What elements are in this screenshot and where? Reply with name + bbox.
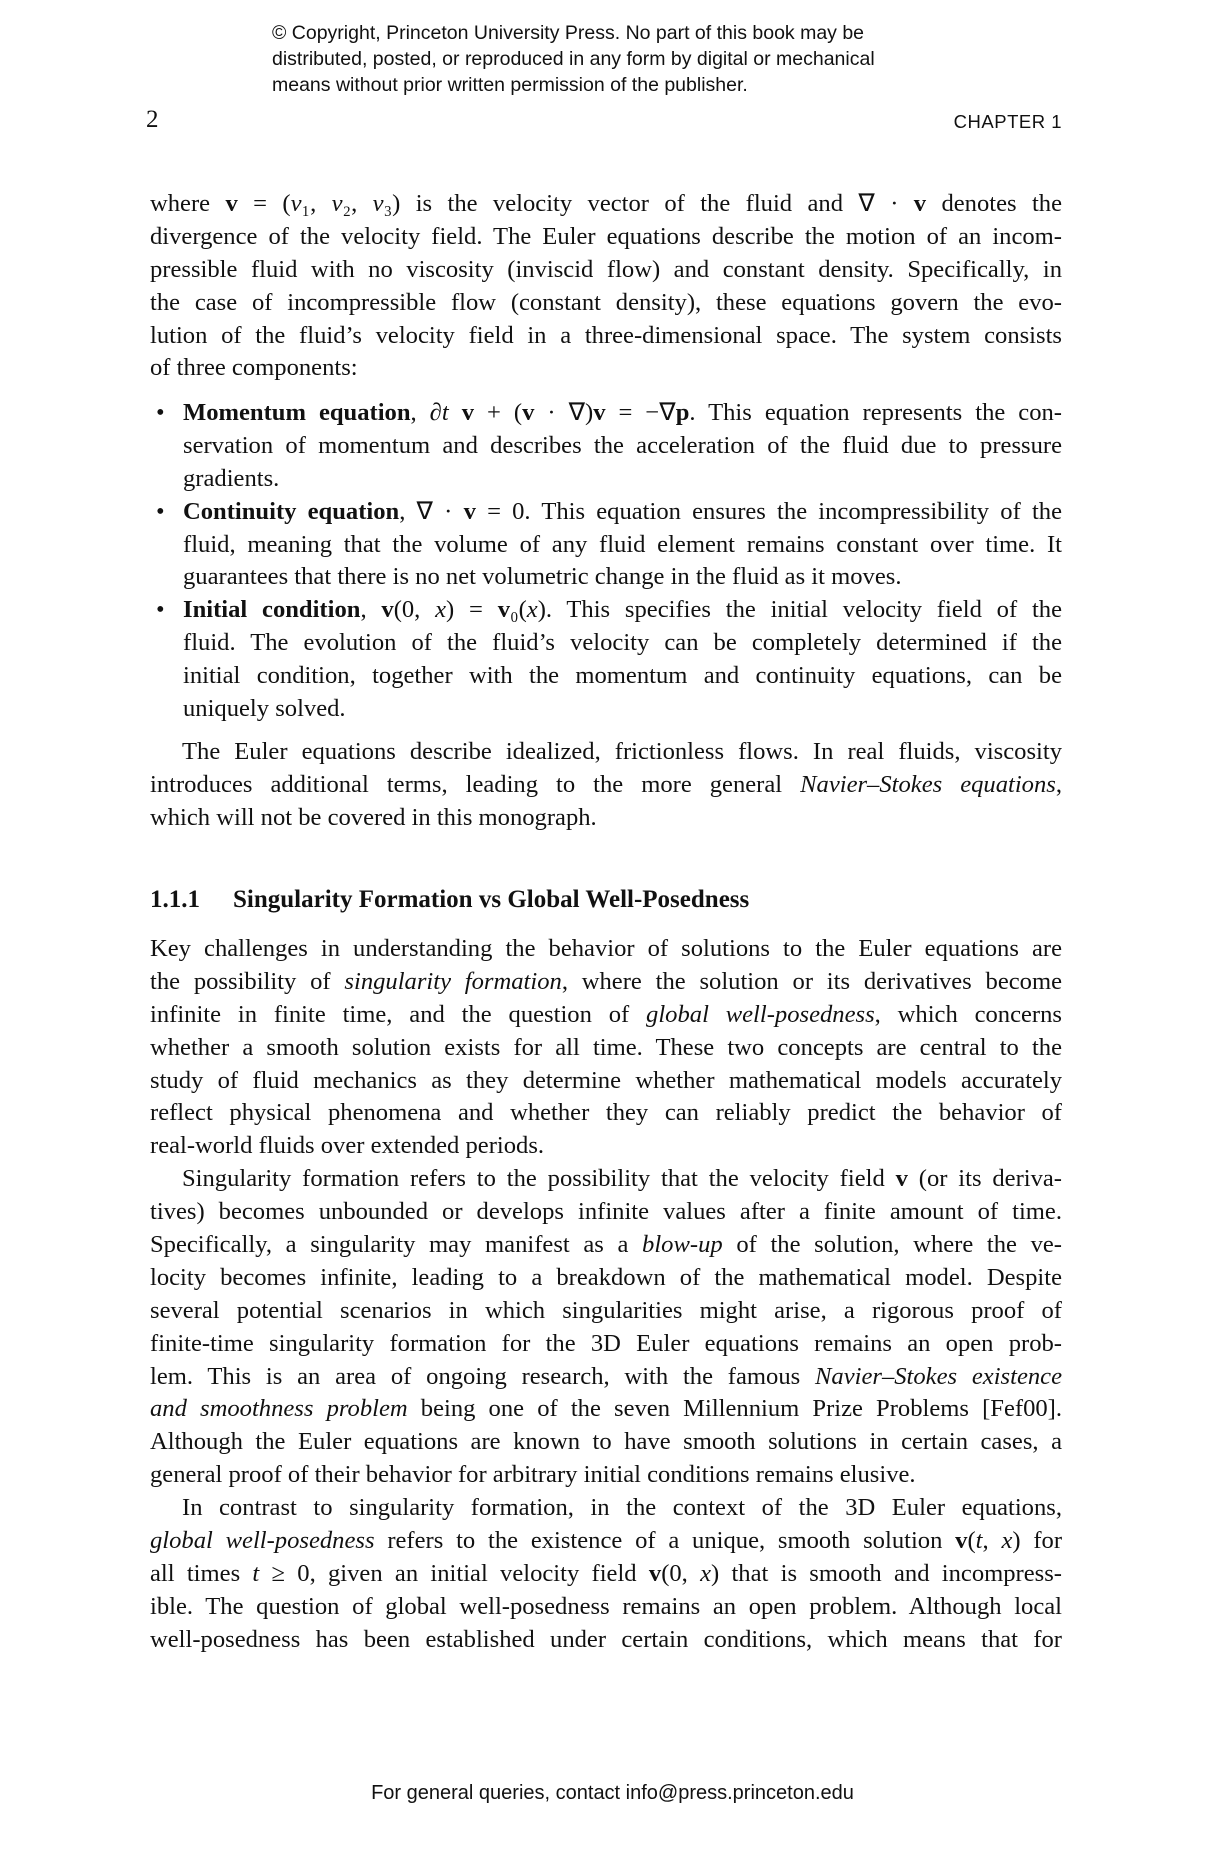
text-line bbox=[150, 966, 1062, 999]
italic-text: t bbox=[252, 1559, 260, 1587]
italic-text: Navier–Stokes existence bbox=[815, 1362, 1062, 1390]
text-run: study of fluid mechanics as they determine whether mathematical models accurately bbox=[150, 1066, 1062, 1094]
text-line bbox=[150, 769, 1062, 802]
text-run: (or its deriva- bbox=[907, 1165, 1062, 1193]
text-run: where bbox=[150, 190, 226, 217]
bullet-item-initial-condition bbox=[150, 594, 1062, 726]
intro-paragraph bbox=[150, 188, 1062, 385]
text-line bbox=[150, 1163, 1062, 1196]
text-line bbox=[150, 254, 1062, 287]
text-line bbox=[183, 430, 1062, 463]
text-line bbox=[183, 693, 1062, 726]
bold-text: v bbox=[225, 190, 238, 217]
bold-text: v bbox=[895, 1165, 908, 1193]
text-run: , ∇ · bbox=[399, 497, 464, 525]
text-run: finite-time singularity formation for the 3D Euler equations remains an open prob- bbox=[150, 1329, 1062, 1357]
text-run: fluid. The evolution of the fluid’s velocity can be completely determined if the bbox=[183, 629, 1062, 657]
text-line bbox=[150, 221, 1062, 254]
text-line bbox=[150, 1229, 1062, 1262]
text-run: reflect physical phenomena and whether they can reliably predict the behavior of bbox=[150, 1099, 1062, 1127]
text-run: servation of momentum and describes the acceleration of the fluid due to pressure bbox=[183, 431, 1062, 459]
text-line bbox=[150, 1065, 1062, 1098]
text-run: being one of the seven Millennium Prize Problems [Fef00]. bbox=[407, 1395, 1063, 1423]
text-run: + ( bbox=[474, 399, 523, 426]
italic-text: x bbox=[435, 596, 447, 624]
text-run: divergence of the velocity field. The Euler equations describe the motion of an incom- bbox=[150, 222, 1062, 250]
text-run: ₂, bbox=[342, 190, 373, 217]
bullet-list bbox=[150, 397, 1062, 726]
italic-text: v bbox=[290, 190, 302, 217]
text-run: tives) becomes unbounded or develops infinite values after a finite amount of time. bbox=[150, 1198, 1062, 1226]
italic-text: v bbox=[331, 190, 343, 217]
text-run: several potential scenarios in which singularities might arise, a rigorous proof of bbox=[150, 1296, 1062, 1324]
bullet-item-continuity bbox=[150, 496, 1062, 595]
text-run: , ∂ bbox=[410, 399, 442, 426]
section-title: Singularity Formation vs Global Well-Posedness bbox=[233, 886, 750, 913]
italic-text: t bbox=[441, 399, 449, 426]
text-line bbox=[150, 1130, 1062, 1163]
text-run: real-world fluids over extended periods. bbox=[150, 1132, 545, 1160]
text-run: gradients. bbox=[183, 464, 280, 492]
text-run: (0, bbox=[393, 596, 436, 624]
footer-contact: For general queries, contact info@press.princeton.edu bbox=[371, 1782, 854, 1804]
text-line bbox=[150, 1196, 1062, 1229]
text-run: The Euler equations describe idealized, frictionless flows. In real fluids, viscosity bbox=[182, 738, 1062, 765]
copyright-line: distributed, posted, or reproduced in any form by digital or mechanical bbox=[272, 48, 875, 70]
text-run: of three components: bbox=[150, 354, 358, 382]
text-line bbox=[183, 660, 1062, 693]
text-run: lem. This is an area of ongoing research, with the famous bbox=[150, 1362, 816, 1390]
text-line bbox=[183, 594, 1062, 627]
text-run: refers to the existence of a unique, smooth solution bbox=[374, 1527, 956, 1555]
italic-text: x bbox=[1001, 1527, 1013, 1555]
bold-text: v bbox=[522, 399, 535, 426]
text-line bbox=[150, 352, 1062, 385]
text-run: the case of incompressible flow (constant density), these equations govern the evo- bbox=[150, 288, 1062, 316]
bullet-icon: • bbox=[156, 596, 165, 624]
text-run: locity becomes infinite, leading to a breakdown of the mathematical model. Despite bbox=[150, 1263, 1062, 1291]
running-header-chapter: CHAPTER 1 bbox=[953, 111, 1062, 132]
bold-text: Momentum equation bbox=[183, 399, 411, 426]
italic-text: t bbox=[975, 1527, 983, 1555]
text-line bbox=[150, 1624, 1062, 1657]
copyright-line: © Copyright, Princeton University Press. No part of this book may be bbox=[272, 22, 865, 44]
paragraph bbox=[150, 1492, 1062, 1656]
text-line bbox=[183, 561, 1062, 594]
text-line bbox=[150, 736, 1062, 769]
italic-text: blow-up bbox=[642, 1231, 723, 1259]
text-run: guarantees that there is no net volumetric change in the fluid as it moves. bbox=[183, 563, 902, 591]
text-run: introduces additional terms, leading to the more general bbox=[150, 770, 801, 798]
bold-text: v bbox=[648, 1559, 662, 1587]
text-run: lution of the fluid’s velocity field in a three-dimensional space. The system consists bbox=[150, 321, 1062, 349]
text-line bbox=[150, 1361, 1062, 1394]
bold-text: v bbox=[463, 497, 476, 525]
text-run: ₃) is the velocity vector of the fluid and ∇ · bbox=[383, 190, 914, 217]
text-line bbox=[150, 933, 1062, 966]
bullet-icon: • bbox=[156, 497, 165, 525]
italic-text: and smoothness problem bbox=[150, 1395, 408, 1423]
text-run: ≥ 0, given an initial velocity field bbox=[259, 1559, 649, 1587]
bold-text: Initial condition bbox=[183, 596, 361, 624]
text-run: = 0. This equation ensures the incompressibility of the bbox=[475, 497, 1062, 525]
text-run: ₀( bbox=[510, 596, 527, 624]
text-run bbox=[449, 399, 462, 426]
text-line bbox=[150, 1032, 1062, 1065]
text-run: ) = bbox=[446, 596, 498, 624]
text-line bbox=[183, 463, 1062, 496]
text-run: denotes the bbox=[926, 190, 1063, 217]
text-run: ible. The question of global well-posedness remains an open problem. Although local bbox=[150, 1592, 1062, 1620]
text-run: . This equation represents the con- bbox=[689, 399, 1062, 426]
text-run: ₁, bbox=[301, 190, 332, 217]
copyright-line: means without prior written permission of the publisher. bbox=[272, 74, 748, 96]
text-run: In contrast to singularity formation, in the context of the 3D Euler equations, bbox=[182, 1494, 1062, 1522]
text-run: ( bbox=[967, 1527, 976, 1555]
text-line bbox=[150, 1426, 1062, 1459]
bullet-item-momentum bbox=[150, 397, 1062, 496]
bold-text: v bbox=[955, 1527, 968, 1555]
paragraph bbox=[150, 1163, 1062, 1492]
italic-text: x bbox=[700, 1559, 712, 1587]
text-line bbox=[150, 1262, 1062, 1295]
text-line bbox=[150, 999, 1062, 1032]
page-number: 2 bbox=[146, 106, 159, 133]
text-run: uniquely solved. bbox=[183, 695, 346, 723]
section-heading bbox=[150, 884, 749, 916]
bold-text: v bbox=[461, 399, 474, 426]
text-run: Key challenges in understanding the behavior of solutions to the Euler equations are bbox=[150, 935, 1062, 962]
text-run: Specifically, a singularity may manifest as a bbox=[150, 1231, 643, 1259]
italic-text: Navier–Stokes equations bbox=[800, 770, 1056, 798]
text-line bbox=[150, 1328, 1062, 1361]
closing-paragraph bbox=[150, 736, 1062, 835]
text-run: = −∇ bbox=[605, 399, 676, 426]
italic-text: global well-posedness bbox=[150, 1527, 375, 1555]
text-line bbox=[183, 627, 1062, 660]
bold-text: Continuity equation bbox=[183, 497, 400, 525]
text-run: general proof of their behavior for arbitrary initial conditions remains elusive. bbox=[150, 1461, 916, 1489]
italic-text: singularity formation bbox=[344, 967, 562, 995]
text-run: all times bbox=[150, 1559, 253, 1587]
text-run: infinite in finite time, and the question of bbox=[150, 1000, 647, 1028]
text-run: ). This specifies the initial velocity field of the bbox=[537, 596, 1062, 624]
text-run: ) for bbox=[1012, 1527, 1063, 1555]
text-run: · ∇) bbox=[534, 399, 594, 426]
text-run: , where the solution or its derivatives become bbox=[561, 967, 1062, 995]
text-line bbox=[183, 397, 1062, 430]
bold-text: v bbox=[913, 190, 927, 217]
text-run: = ( bbox=[237, 190, 291, 217]
bold-text: v bbox=[381, 596, 394, 624]
text-run: pressible fluid with no viscosity (inviscid flow) and constant density. Specifically, in bbox=[150, 255, 1062, 283]
text-line bbox=[150, 802, 1062, 835]
text-run: which will not be covered in this monograph. bbox=[150, 803, 597, 831]
text-run: , bbox=[982, 1527, 1002, 1555]
text-line bbox=[150, 1591, 1062, 1624]
text-line bbox=[150, 188, 1062, 221]
bullet-icon: • bbox=[156, 399, 165, 426]
text-run: the possibility of bbox=[150, 967, 345, 995]
text-run: fluid, meaning that the volume of any fluid element remains constant over time. It bbox=[183, 530, 1062, 558]
text-run: Singularity formation refers to the possibility that the velocity field bbox=[182, 1165, 896, 1193]
text-run: ) that is smooth and incompress- bbox=[711, 1559, 1062, 1587]
italic-text: global well-posedness bbox=[646, 1000, 875, 1028]
text-run: , bbox=[1055, 770, 1062, 798]
bold-text: v bbox=[497, 596, 511, 624]
italic-text: x bbox=[526, 596, 538, 624]
bold-text: p bbox=[675, 399, 690, 426]
bold-text: v bbox=[593, 399, 606, 426]
italic-text: v bbox=[372, 190, 384, 217]
text-run: (0, bbox=[661, 1559, 701, 1587]
text-line bbox=[150, 320, 1062, 353]
text-line bbox=[183, 529, 1062, 562]
text-line bbox=[183, 496, 1062, 529]
section-number: 1.1.1 bbox=[150, 886, 200, 913]
text-line bbox=[150, 1558, 1062, 1591]
text-line bbox=[150, 287, 1062, 320]
text-line bbox=[150, 1393, 1062, 1426]
text-line bbox=[150, 1459, 1062, 1492]
text-run: of the solution, where the ve- bbox=[722, 1231, 1062, 1259]
text-line bbox=[150, 1097, 1062, 1130]
text-run: whether a smooth solution exists for all time. These two concepts are central to the bbox=[150, 1033, 1062, 1061]
text-run: , which concerns bbox=[874, 1000, 1062, 1028]
text-run: initial condition, together with the momentum and continuity equations, can be bbox=[183, 662, 1062, 690]
text-run: Although the Euler equations are known to have smooth solutions in certain cases, a bbox=[150, 1428, 1062, 1456]
text-line bbox=[150, 1525, 1062, 1558]
text-run: , bbox=[360, 596, 382, 624]
text-run: well-posedness has been established under certain conditions, which means that for bbox=[150, 1625, 1062, 1653]
paragraph bbox=[150, 933, 1062, 1163]
text-line bbox=[150, 1295, 1062, 1328]
text-line bbox=[150, 1492, 1062, 1525]
section-body bbox=[150, 933, 1062, 1657]
copyright-notice bbox=[272, 20, 875, 98]
